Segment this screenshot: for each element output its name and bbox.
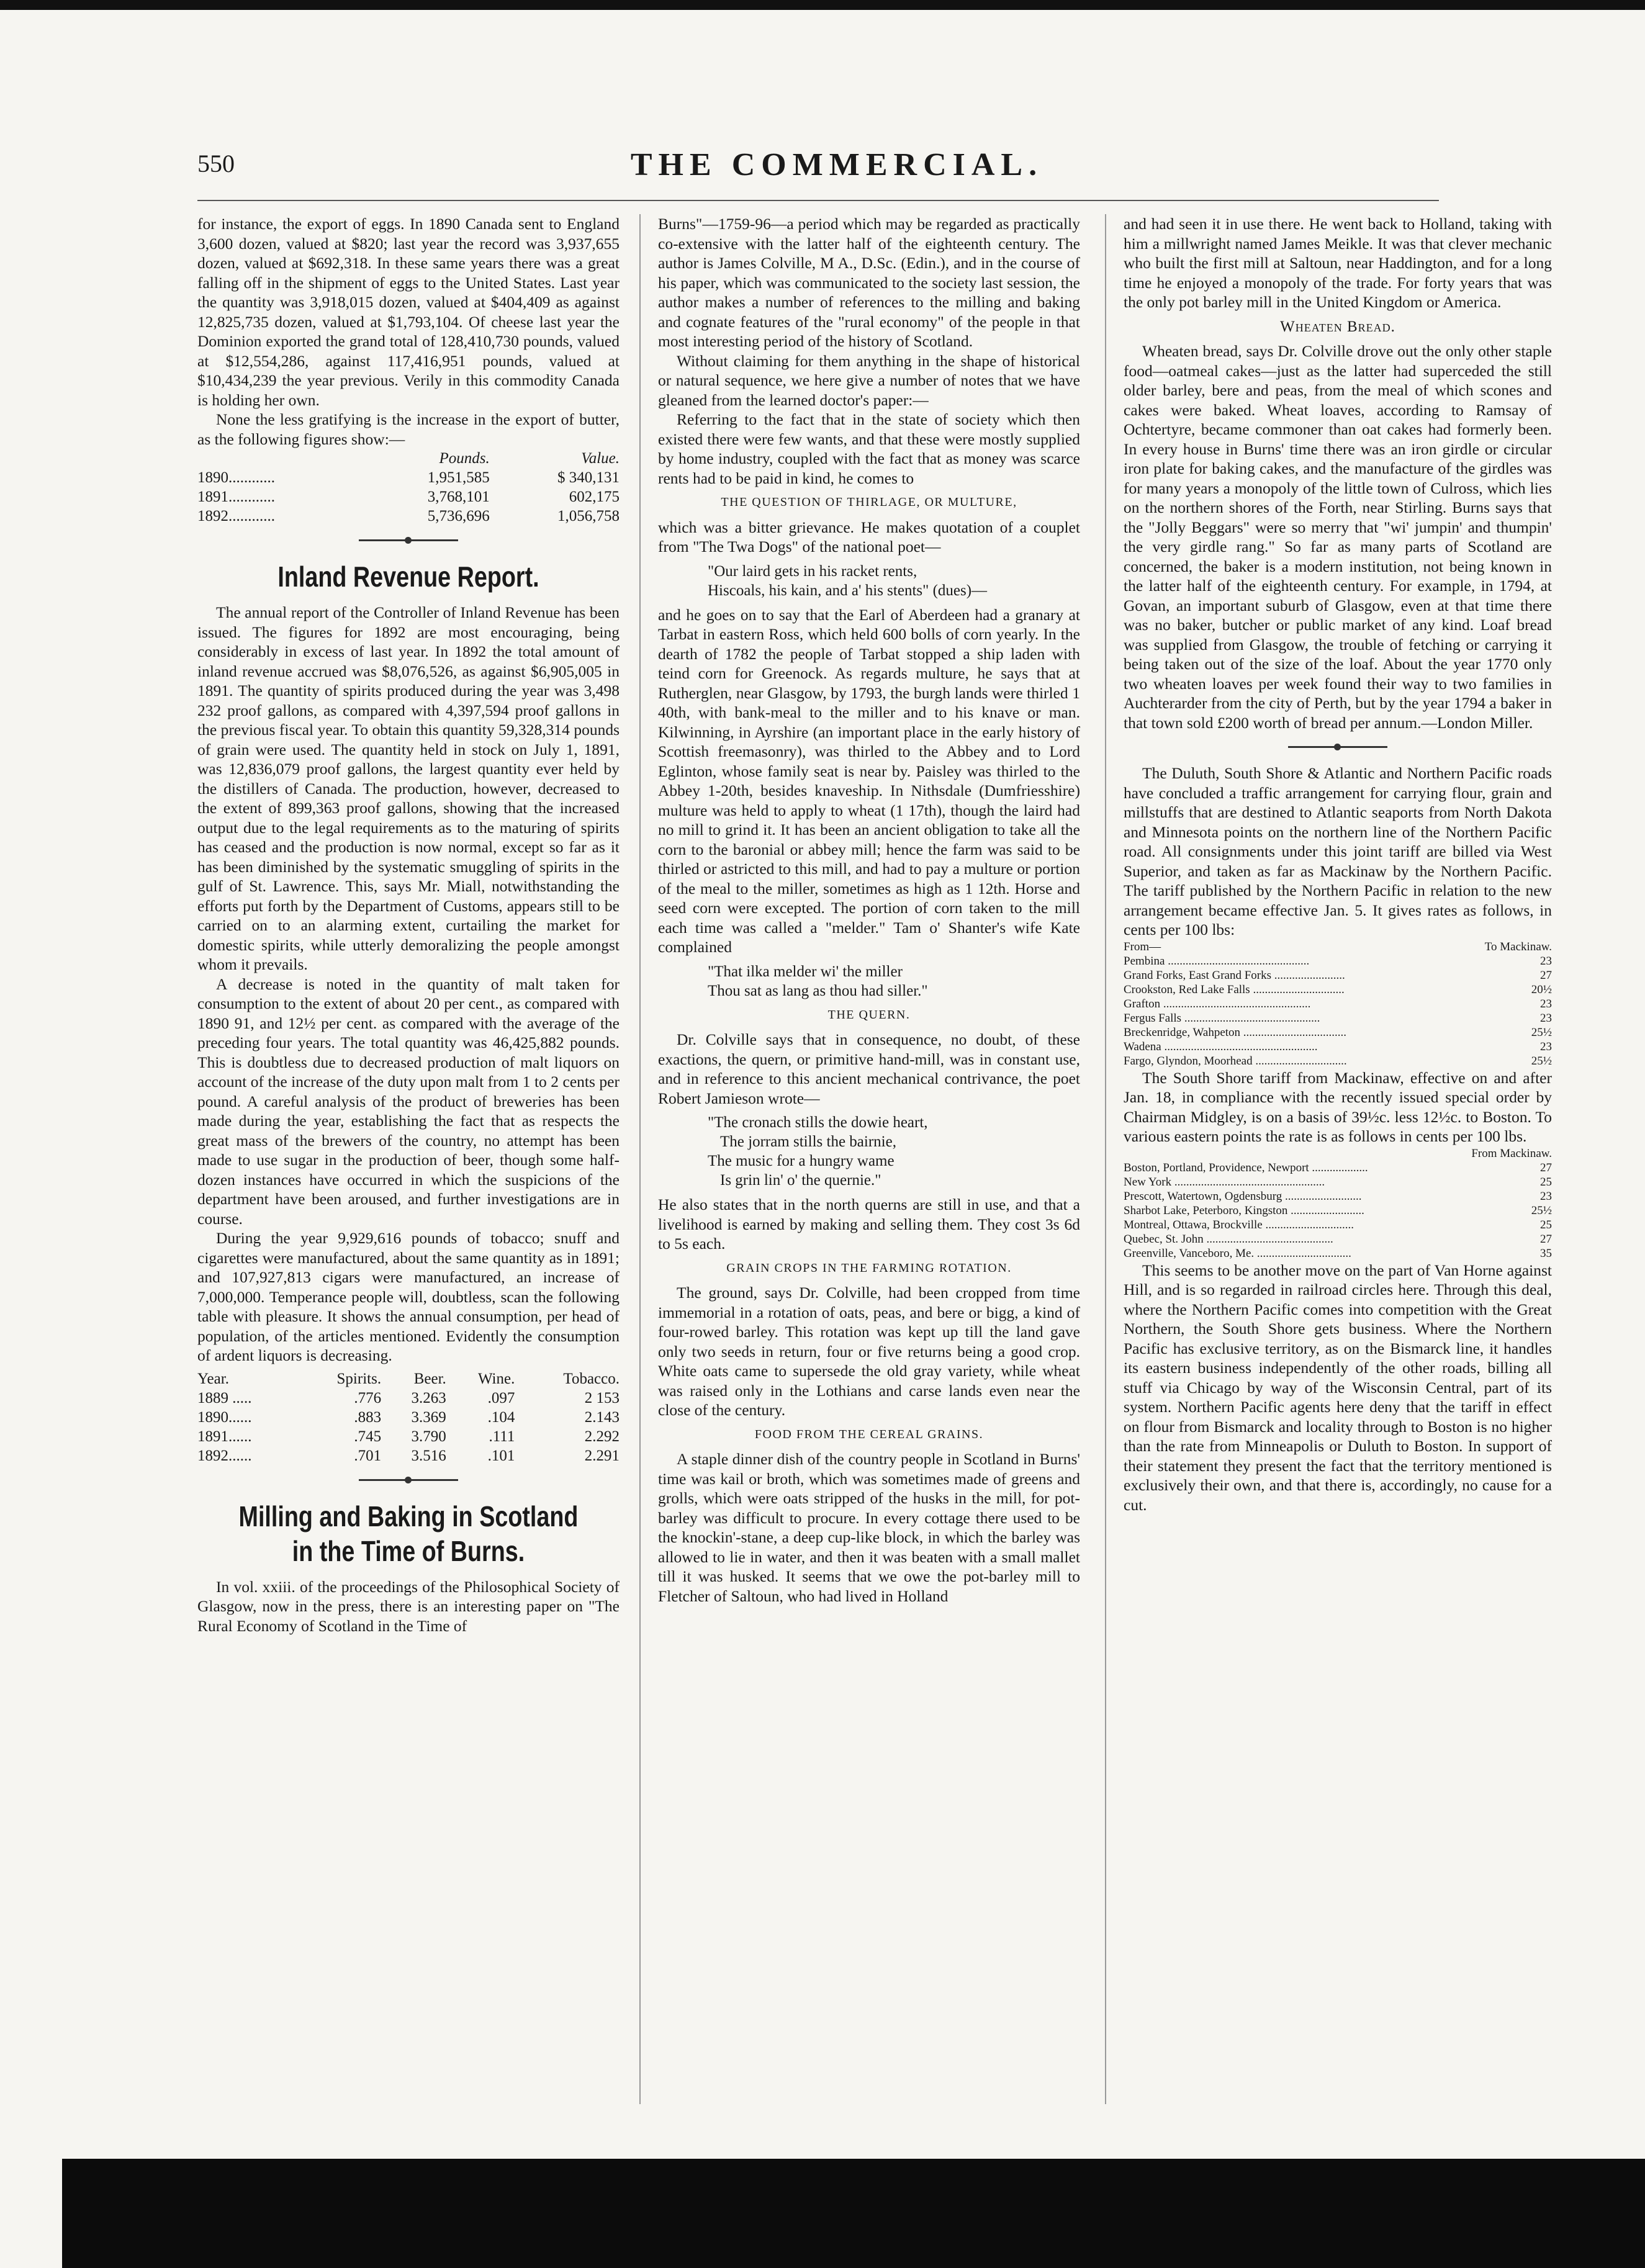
burns-period-paragraph: Burns"—1759-96—a period which may be regarded as practically co-extensive with the latter half of the eighteenth century. The author is James Colville, M A., D.Sc. (Edin.), and in the course of his paper, which was communicated to the society last session, the author makes a number of references to the milling and baking and cognate features of the "rural economy" of the people in that most interesting period of the history of Scotland. — [658, 215, 1080, 350]
milling-baking-headline: Milling and Baking in Scotland in the Time of Burns. — [238, 1500, 579, 1567]
column-header: From Mackinaw. — [1471, 1146, 1552, 1160]
multure-paragraph: and he goes on to say that the Earl of Aberdeen had a granary at Tarbat in eastern Ross, which held 600 bolls of corn yearly. In the dearth of 1782 the people of Tarbat stopped a ship laden with teind corn for Greenock. As regards multure, he says that at Rutherglen, near Glasgow, by 1793, the burgh lands were thirled 1 40th, with bank-meal to the miller and to his knave or man. Kilwinning, in Ayrshire (an important place in the early history of Scottish freemasonry), was thirled to the Abbey and to Lord Eglinton, whose family seat is near by. Paisley was thirled to the Abbey 1-20th, besides knaveship. In Nithsdale (Dumfriesshire) multure was held to apply to wheat (1 17th), though the laird had no mill to grind it. It has been an ancient obligation to take all the corn to the baronial or abbey mill; hence the farm was said to be thirled or astricted to this mill, and had to pay a multure or portion of the meal to the miller, sometimes as high as 1 12th. Horse and seed corn were excepted. The portion of corn taken to the mill each time was called a "melder." Tam o' Shanter's wife Kate complained — [658, 605, 1080, 956]
section-separator — [197, 526, 620, 557]
table-row: 1892............ 5,736,696 1,056,758 — [197, 508, 620, 524]
notes-intro-paragraph: Without claiming for them anything in the shape of historical or natural sequence, we here give a number of notes that we have gleaned from the learned doctor's paper:— — [658, 351, 1080, 409]
food-grains-paragraph: A staple dinner dish of the country people in Scotland in Burns' time was kail or broth, which was sometimes made of greens and grolls, which were oats stripped of the husks in the mill, for pot-barley was difficult to procure. In every cottage there used to be the knockin'-stane, a deep cup-like block, in which the barley was allowed to lie in water, and then it was beaten with a small mallet till it was husked. It seems that we owe the pot-barley mill to Fletcher of Saltoun, who had lived in Holland — [658, 1450, 1080, 1605]
grain-crops-paragraph: The ground, says Dr. Colville, had been cropped from time immemorial in a rotation of oats, peas, and bere or bigg, a kind of four-rowed barley. This rotation was kept up till the land gave only two seeds in return, four or five returns being a good crop. White oats came to supersede the old gray variety, while wheat was raised only in the Lothians and carse lands even near the close of the century. — [658, 1284, 1080, 1419]
poem-line: Hiscoals, his kain, and a' his stents" (dues)— — [708, 582, 988, 599]
column-header: Year. — [197, 1370, 229, 1387]
quern-paragraph: Dr. Colville says that in consequence, no doubt, of these exactions, the quern, or primitive hand-mill, was in constant use, and in reference to this ancient mechanical contrivance, the poet Robert Jamieson wrote— — [658, 1030, 1080, 1107]
table-row: Boston, Portland, Providence, Newport ................... 27 — [1124, 1161, 1552, 1174]
saltoun-mill-paragraph: and had seen it in use there. He went back to Holland, taking with him a millwright named James Meikle. It was that clever mechanic who built the first mill at Saltoun, near Haddington, and for a long time he enjoyed a monopoly of the trade. For forty years that was the only pot barley mill in the United Kingdom or America. — [1124, 215, 1552, 311]
table-row: 1890...... .883 3.369 .104 2.143 — [197, 1408, 620, 1426]
section-separator — [197, 1465, 620, 1496]
rents-paragraph: Referring to the fact that in the state of society which then existed there were few wants, and that these were mostly supplied by home industry, coupled with the fact that as money was scarce rents had to be paid in kind, he comes to — [658, 410, 1080, 487]
table-row: Prescott, Watertown, Ogdensburg .......................... 23 — [1124, 1189, 1552, 1203]
grievance-paragraph: which was a bitter grievance. He makes quotation of a couplet from "The Twa Dogs" of the national poet— — [658, 518, 1080, 556]
column-header: From— — [1124, 940, 1161, 953]
inland-revenue-paragraph-3: During the year 9,929,616 pounds of tobacco; snuff and cigarettes were manufactured, about the same quantity as in 1891; and 107,927,813 cigars were manufactured, an increase of 7,000,000. Temperance people will, doubtless, scan the following table with pleasure. It shows the annual consumption, per head of population, of the articles mentioned. Evidently the consumption of ardent liquors is decreasing. — [197, 1229, 620, 1364]
grain-crops-subheading: GRAIN CROPS IN THE FARMING ROTATION. — [726, 1261, 1012, 1275]
masthead-title: THE COMMERCIAL. — [630, 147, 1043, 182]
butter-intro-paragraph: None the less gratifying is the increase in the export of butter, as the following figures show:— — [197, 410, 620, 448]
table-row: Crookston, Red Lake Falls ............................... 20½ — [1124, 983, 1552, 996]
page-header — [197, 149, 1476, 186]
column-header: Pounds. — [439, 450, 490, 467]
poem-line: Thou sat as lang as thou had siller." — [708, 982, 928, 999]
poem-line: "The cronach stills the dowie heart, — [708, 1114, 928, 1131]
butter-export-table — [197, 449, 620, 526]
table-row: 1890............ 1,951,585 $ 340,131 — [197, 469, 620, 486]
top-border-rule — [0, 0, 1645, 10]
poem-line: The music for a hungry wame — [708, 1153, 895, 1169]
table-header-row — [197, 449, 620, 468]
table-row: 1891............ 3,768,101 602,175 — [197, 488, 620, 505]
column-header: Value. — [581, 450, 620, 467]
table-row: Grafton .................................................. 23 — [1124, 997, 1552, 1010]
page-number: 550 — [197, 150, 235, 178]
column-header: Beer. — [413, 1370, 446, 1387]
table-row: Montreal, Ottawa, Brockville .............................. 25 — [1124, 1218, 1552, 1231]
table-row: 1892...... .701 3.516 .101 2.291 — [197, 1447, 620, 1464]
section-separator — [1124, 732, 1552, 763]
column-divider-2 — [1105, 214, 1106, 2104]
column-3 — [1124, 214, 1552, 1514]
quern-subheading: THE QUERN. — [827, 1007, 911, 1022]
table-row: 1891...... .745 3.790 .111 2.292 — [197, 1428, 620, 1445]
querns-north-paragraph: He also states that in the north querns are still in use, and that a livelihood is earned by making and selling them. They cost 3s 6d to 5s each. — [658, 1195, 1080, 1253]
column-2 — [658, 214, 1080, 1606]
header-rule — [197, 200, 1439, 201]
column-header: Tobacco. — [563, 1370, 620, 1387]
table-row: Wadena .................................................... 23 — [1124, 1040, 1552, 1053]
south-shore-tariff-paragraph: The South Shore tariff from Mackinaw, effective on and after Jan. 18, in compliance with the recently issued special order by Chairman Midgley, is on a basis of 39½c. less 12½c. to Boston. To various eastern points the rate is as follows in cents per 100 lbs. — [1124, 1068, 1552, 1145]
poem-tam-o-shanter — [708, 962, 1080, 1001]
inland-revenue-paragraph-2: A decrease is noted in the quantity of malt taken for consumption to the extent of about 20 per cent., as compared with 1890 91, and 12½ per cent. as compared with the average of the preceding four years. The total quantity was 46,425,882 pounds. This is doubtless due to decreased production of malt liquors on account of the increase of the duty upon malt from 1 to 2 cents per pound. A careful analysis of the product of breweries has been made during the year, establishing the fact that as respects the great mass of the brewers of the country, no attempt has been made to use sugar in the production of beer, though some half-dozen instances have occurred in which the suspicions of the department have been aroused, and further investigations are in course. — [197, 974, 620, 1228]
duluth-traffic-paragraph: The Duluth, South Shore & Atlantic and Northern Pacific roads have concluded a traffic arrangement for carrying flour, grain and millstuffs that are destined to Atlantic seaports from North Dakota and Minnesota points on the northern line of the Northern Pacific road. All consignments under this joint tariff are billed via West Superior, and taken as far as Mackinaw by the Northern Pacific. The tariff published by the Northern Pacific in relation to the new arrangement became effective Jan. 5. It gives rates as follows, in cents per 100 lbs: — [1124, 764, 1552, 938]
wheaten-bread-paragraph: Wheaten bread, says Dr. Colville drove out the only other staple food—oatmeal cakes—just as the latter had superceded the still older barley, bere and peas, from the meal of which scones and cakes were baked. Wheat loaves, according to Ramsay of Ochtertyre, became commoner than oat cakes had formerly been. In every house in Burns' time there was an iron girdle or circular iron plate for baking cakes, and the manufacture of the girdles was for many years a monopoly of the little town of Culross, which lies on the northern shores of the Forth, near Stirling. Burns says that the "Jolly Beggars" were so merry that "wi' jumpin' and thumpin' the very girdle rang." So far as many parts of Scotland are concerned, the baker is a modern institution, not being known in the latter half of the eighteenth century. For example, in 1794, at Govan, an important suburb of Glasgow, even at that time there was no baker, butcher or public market of any kind. Loaf bread was supplied from Glasgow, the trouble of fetching or carrying it being taken out of the size of the loaf. About the year 1770 only two wheaten loaves per week found their way to two families in Auchterarder from the city of Perth, but by the year 1794 a baker in that town sold £200 worth of bread per annum.—London Miller. — [1124, 342, 1552, 732]
poem-jamieson — [708, 1113, 1080, 1190]
table-row: Pembina ................................................ 23 — [1124, 954, 1552, 968]
wheaten-bread-subheading: Wheaten Bread. — [1280, 318, 1395, 335]
van-horne-paragraph: This seems to be another move on the part of Van Horne against Hill, and is so regarded in railroad circles here. Through this deal, where the Northern Pacific comes into competition with the Great Northern, the South Shore gets business. Where the Northern Pacific has exclusive territory, as on the Bismarck line, it handles its eastern business independently of the other roads, billing all stuff via Chicago by way of the Wisconsin Central, part of its system. Northern Pacific agents here deny that the tariff in effect on flour from Bismarck and locality through to Boston is no higher than the rate from Minneapolis or Duluth to Boston. In support of their statement they present the fact that the territory mentioned is exclusively their own, and that there is, accordingly, no cause for a cut. — [1124, 1261, 1552, 1514]
rates-to-mackinaw-table — [1124, 940, 1552, 1068]
poem-line: The jorram stills the bairnie, — [720, 1133, 896, 1150]
table-row: Fargo, Glyndon, Moorhead ............................... 25½ — [1124, 1054, 1552, 1068]
table-row: Sharbot Lake, Peterboro, Kingston ......................... 25½ — [1124, 1204, 1552, 1217]
column-header: Wine. — [477, 1370, 515, 1387]
poem-line: "Our laird gets in his racket rents, — [708, 562, 917, 580]
column-1 — [197, 214, 620, 1636]
table-row: Greenville, Vanceboro, Me. ................................ 35 — [1124, 1246, 1552, 1260]
column-header: Spirits. — [336, 1370, 382, 1387]
bottom-scan-border — [62, 2159, 1645, 2268]
column-header: To Mackinaw. — [1484, 940, 1552, 953]
milling-intro-paragraph: In vol. xxiii. of the proceedings of the Philosophical Society of Glasgow, now in the press, there is an interesting paper on "The Rural Economy of Scotland in the Time of — [197, 1577, 620, 1635]
consumption-table — [197, 1369, 620, 1465]
inland-revenue-headline: Inland Revenue Report. — [277, 560, 539, 593]
table-row: 1889 ..... .776 3.263 .097 2 153 — [197, 1389, 620, 1406]
column-divider-1 — [639, 214, 641, 2104]
food-grains-subheading: FOOD FROM THE CEREAL GRAINS. — [754, 1427, 984, 1441]
table-row: Quebec, St. John ........................................... 27 — [1124, 1232, 1552, 1246]
table-row: New York ................................................... 25 — [1124, 1175, 1552, 1189]
table-row: Breckenridge, Wahpeton ................................... 25½ — [1124, 1025, 1552, 1039]
rates-from-mackinaw-table — [1124, 1146, 1552, 1261]
table-row: Fergus Falls .............................................. 23 — [1124, 1011, 1552, 1025]
table-header-row — [197, 1369, 620, 1388]
egg-cheese-paragraph: for instance, the export of eggs. In 1890 Canada sent to England 3,600 dozen, valued at $820; last year the record was 3,937,655 dozen, valued at $692,318. In these same years there was a great falling off in the shipment of eggs to the United States. Last year the quantity was 3,918,015 dozen, valued at $404,409 as against 12,825,735 dozen, valued at $1,793,104. Of cheese last year the Dominion exported the grand total of 128,410,730 pounds, valued at $12,554,286, against 117,416,951 pounds, valued at $10,434,239 the year previous. Verily in this commodity Canada is holding her own. — [197, 215, 620, 409]
table-header-row — [1124, 1146, 1552, 1161]
table-header-row — [1124, 940, 1552, 954]
thirlage-subheading: THE QUESTION OF THIRLAGE, OR MULTURE, — [721, 495, 1017, 509]
poem-twa-dogs — [708, 562, 1080, 600]
inland-revenue-paragraph-1: The annual report of the Controller of Inland Revenue has been issued. The figures for 1892 are most encouraging, being considerably in excess of last year. In 1892 the total amount of inland revenue accrued was $8,076,526, as against $6,905,005 in 1891. The quantity of spirits produced during the year was 3,498 232 proof gallons, as compared with 4,397,594 proof gallons in the previous fiscal year. To obtain this quantity 59,328,314 pounds of grain were used. The quantity held in stock on July 1, 1891, was 12,836,079 proof gallons, the largest quantity ever held by the distillers of Canada. The production, however, decreased to the extent of 899,363 proof gallons, showing that the increased output due to the legal requirements as to the maturing of spirits has ceased and the production is now normal, except so far as it has been diminished by the systematic smuggling of spirits in the gulf of St. Lawrence. This, says Mr. Miall, notwithstanding the efforts put forth by the Department of Customs, appears still to be carried on to an alarming extent, curtailing the market for domestic spirits, while utterly demoralizing the people amongst whom it prevails. — [197, 603, 620, 973]
table-row: Grand Forks, East Grand Forks ........................ 27 — [1124, 968, 1552, 982]
poem-line: Is grin lin' o' the quernie." — [720, 1172, 881, 1189]
poem-line: "That ilka melder wi' the miller — [708, 963, 903, 980]
